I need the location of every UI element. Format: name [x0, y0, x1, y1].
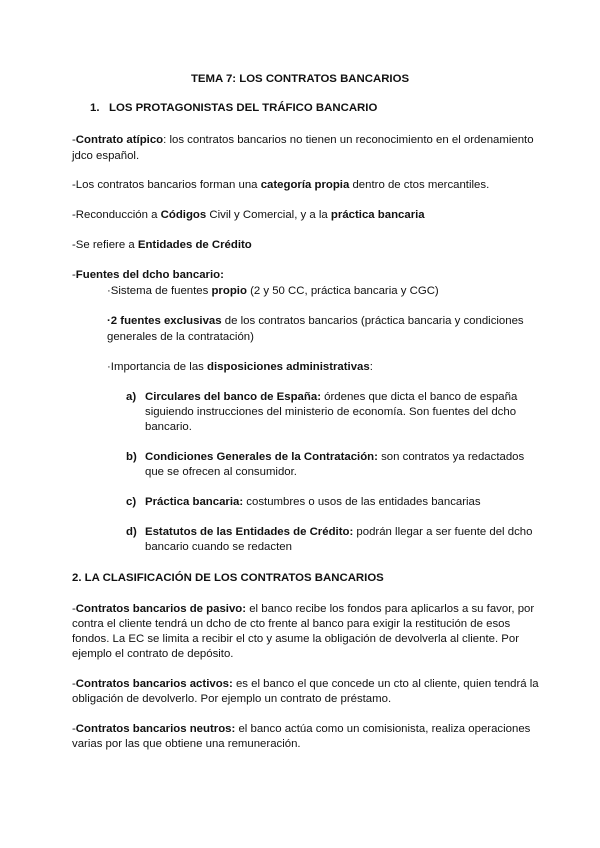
paragraph-continuation: jdco español.: [72, 150, 140, 162]
paragraph-line: contra el cliente tendrá un dcho de cto frente al banco para exigir la restitución de esos: [72, 618, 511, 630]
list-item-letter: a): [126, 391, 137, 403]
term-bold: Contratos bancarios de pasivo:: [75, 603, 247, 615]
paragraph-fuentes: [72, 268, 224, 283]
term-bold: Contratos bancarios activos:: [75, 678, 233, 690]
section-1-heading: [90, 101, 377, 116]
term-bold: Circulares del banco de España:: [145, 391, 321, 403]
section-2-heading: 2. LA CLASIFICACIÓN DE LOS CONTRATOS BANCARIOS: [72, 572, 384, 584]
term-bold: Fuentes del dcho bancario:: [75, 269, 224, 281]
list-item-letter: b): [126, 451, 137, 463]
paragraph-text: el banco recibe los fondos para aplicarlos a su favor, por: [246, 603, 535, 615]
paragraph-text: (2 y 50 CC, práctica bancaria y CGC): [246, 285, 439, 297]
bullet-fuentes-exclusivas: [107, 314, 524, 329]
term-bold: ·2 fuentes exclusivas: [107, 315, 222, 327]
term-bold: propio: [211, 285, 247, 297]
paragraph-text: costumbres o usos de las entidades bancarias: [243, 496, 481, 508]
term-bold: Códigos: [160, 209, 207, 221]
term-bold: disposiciones administrativas: [207, 361, 370, 373]
paragraph-reconduccion: [72, 208, 425, 223]
section-number: 1.: [90, 102, 100, 114]
list-item-a: [145, 390, 517, 405]
list-item-line: que se ofrecen al consumidor.: [145, 466, 297, 478]
bullet-disposiciones: [107, 360, 373, 375]
paragraph-line: fondos. La EC se limita a recibir el cto y asume la obligación de devolverla al cliente. Por: [72, 633, 519, 645]
paragraph-text: -Reconducción a: [72, 209, 161, 221]
term-bold: Contratos bancarios neutros:: [75, 723, 236, 735]
paragraph-text: órdenes que dicta el banco de españa: [320, 391, 518, 403]
paragraph-text: :: [369, 361, 373, 373]
paragraph-entidades: [72, 238, 252, 253]
list-item-line: bancario.: [145, 421, 192, 433]
list-item-d: [145, 525, 532, 540]
paragraph-text: : los contratos bancarios no tienen un reconocimiento en el ordenamiento: [163, 134, 534, 146]
bullet-continuation: generales de la contratación): [107, 331, 254, 343]
paragraph-categoria-propia: [72, 178, 489, 193]
paragraph-contrato-atipico: [72, 133, 534, 148]
dash: -: [72, 603, 76, 615]
paragraph-pasivo: [72, 602, 534, 617]
paragraph-line: obligación de devolverlo. Por ejemplo un contrato de préstamo.: [72, 693, 392, 705]
paragraph-text: -Los contratos bancarios forman una: [72, 179, 261, 191]
section-title: LOS PROTAGONISTAS DEL TRÁFICO BANCARIO: [109, 102, 378, 114]
bullet-sistema-fuentes: [107, 284, 439, 299]
paragraph-activos: [72, 677, 539, 692]
term-bold: Entidades de Crédito: [137, 239, 252, 251]
term-bold: Estatutos de las Entidades de Crédito:: [145, 526, 354, 538]
list-item-c: [145, 495, 481, 510]
page-title: TEMA 7: LOS CONTRATOS BANCARIOS: [190, 73, 410, 85]
paragraph-text: ·Importancia de las: [107, 361, 208, 373]
paragraph-text: el banco actúa como un comisionista, realiza operaciones: [235, 723, 531, 735]
dash: -: [72, 134, 76, 146]
dash: -: [72, 269, 76, 281]
paragraph-text: Civil y Comercial, y a la: [206, 209, 331, 221]
paragraph-text: es el banco el que concede un cto al cliente, quien tendrá la: [232, 678, 539, 690]
term-bold: categoría propia: [260, 179, 350, 191]
dash: -: [72, 678, 76, 690]
list-item-line: siguiendo instrucciones del ministerio de economía. Son fuentes del dcho: [145, 406, 517, 418]
term-bold: Práctica bancaria:: [145, 496, 244, 508]
term-bold: práctica bancaria: [330, 209, 425, 221]
paragraph-line: ejemplo el contrato de depósito.: [72, 648, 234, 660]
dash: -: [72, 723, 76, 735]
paragraph-text: -Se refiere a: [72, 239, 138, 251]
list-item-letter: d): [126, 526, 137, 538]
paragraph-text: ·Sistema de fuentes: [107, 285, 212, 297]
term-bold: Contrato atípico: [75, 134, 164, 146]
list-item-b: [145, 450, 524, 465]
term-bold: Condiciones Generales de la Contratación:: [145, 451, 378, 463]
paragraph-text: dentro de ctos mercantiles.: [349, 179, 490, 191]
paragraph-line: varias por las que obtiene una remuneración.: [72, 738, 301, 750]
paragraph-neutros: [72, 722, 530, 737]
paragraph-text: podrán llegar a ser fuente del dcho: [353, 526, 533, 538]
paragraph-text: son contratos ya redactados: [377, 451, 525, 463]
paragraph-text: de los contratos bancarios (práctica bancaria y condiciones: [221, 315, 524, 327]
list-item-letter: c): [126, 496, 137, 508]
list-item-line: bancario cuando se redacten: [145, 541, 292, 553]
